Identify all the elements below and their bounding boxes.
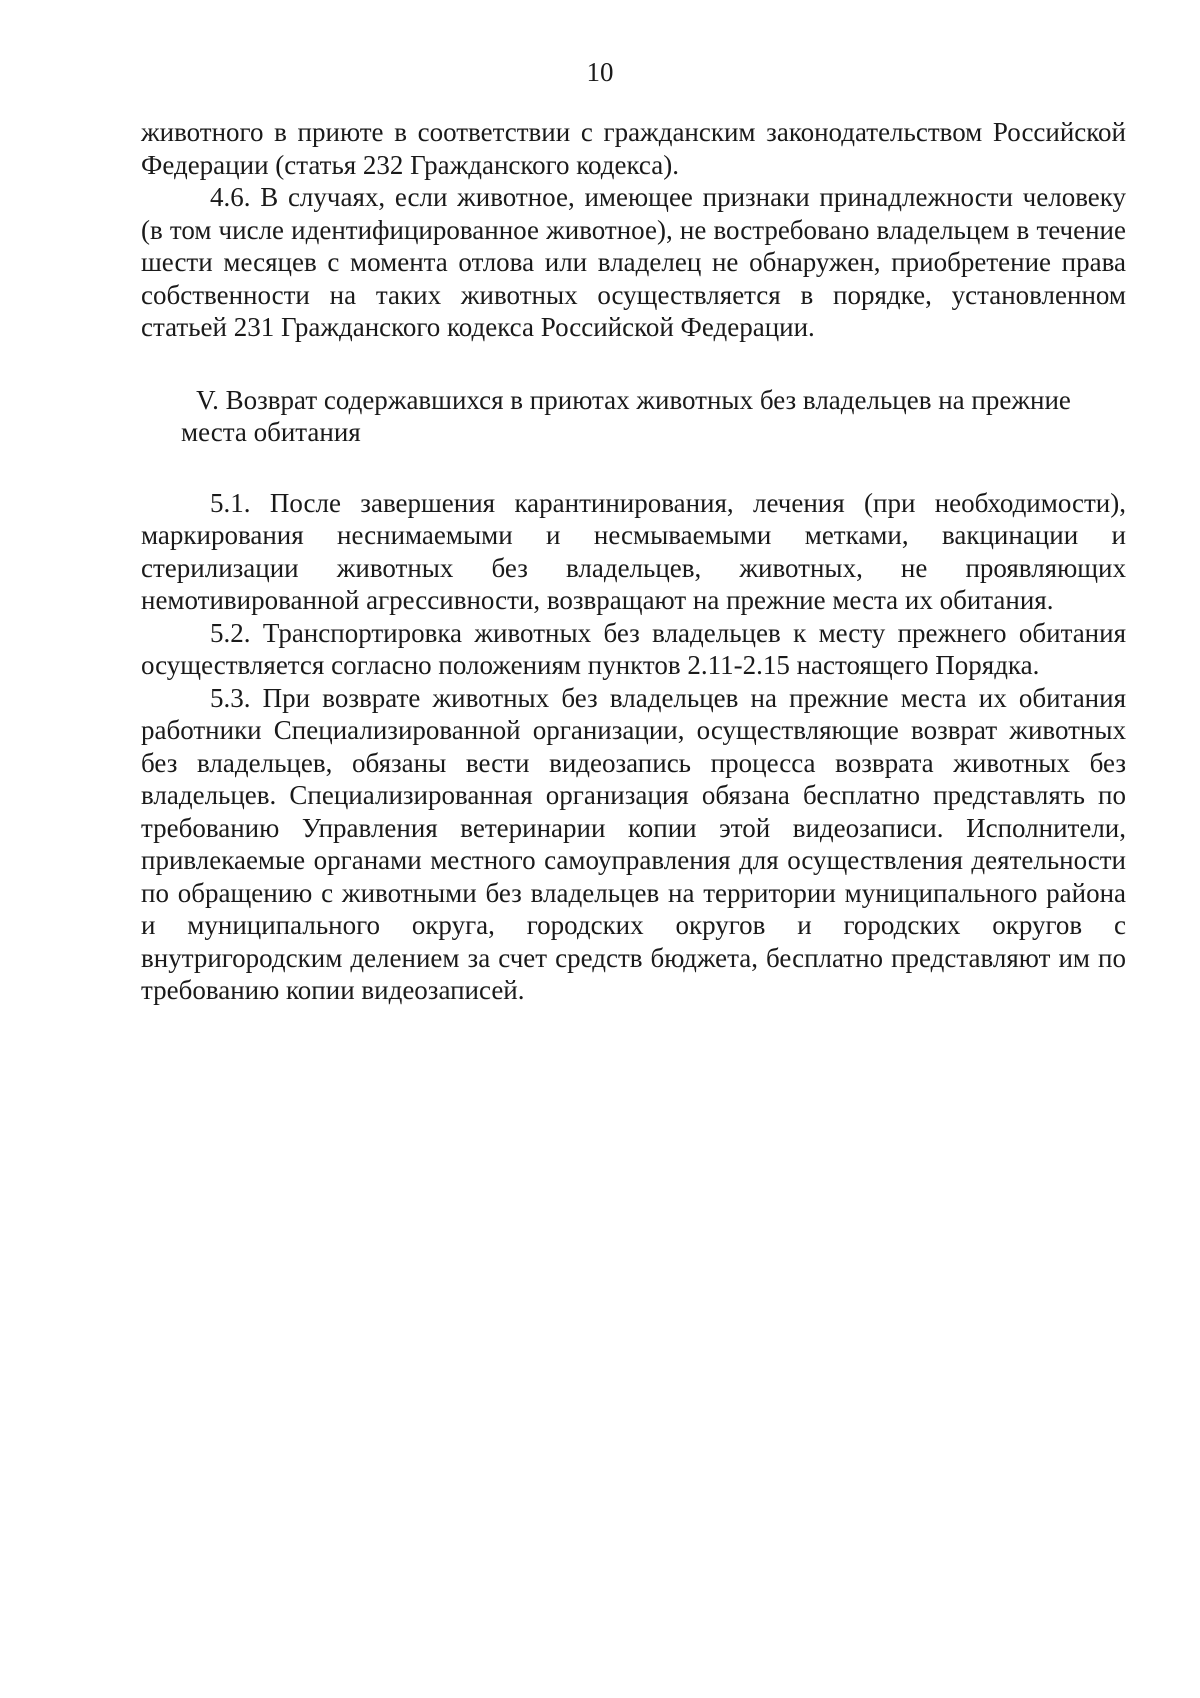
page-number: 10 (586, 57, 614, 87)
paragraph-5-2: 5.2. Транспортировка животных без владельцев к месту прежнего обитания осуществляется согласно положениям пунктов 2.11-2.15 настоящего Порядка. (141, 617, 1126, 680)
section-heading: V. Возврат содержавшихся в приютах животных без владельцев на прежние места обитания (181, 384, 1071, 447)
paragraph-continuation: животного в приюте в соответствии с гражданским законодательством Российской Федерации (статья 232 Гражданского кодекса). (141, 117, 1126, 180)
paragraph-5-1: 5.1. После завершения карантинирования, лечения (при необходимости), маркирования неснимаемыми и несмываемыми метками, вакцинации и стерилизации животных без владельцев, животных, не проявляющих немотивированной агрессивности, возвращают на прежние места их обитания. (141, 487, 1126, 615)
paragraph-5-3: 5.3. При возврате животных без владельцев на прежние места их обитания работники Специализированной организации, осуществляющие возврат животных без владельцев, обязаны вести видеозапись процесса возврата животных без владельцев. Специализированная организация обязана бесплатно представлять по требованию Управления ветеринарии копии этой видеозаписи. Исполнители, привлекаемые органами местного самоуправления для осуществления деятельности по обращению с животными без владельцев на территории муниципального района и муниципального округа, городских округов и городских округов с внутригородским делением за счет средств бюджета, бесплатно представляют им по требованию копии видеозаписей. (141, 682, 1126, 1005)
document-body (141, 116, 1126, 1007)
paragraph-4-6: 4.6. В случаях, если животное, имеющее признаки принадлежности человеку (в том числе идентифицированное животное), не востребовано владельцем в течение шести месяцев с момента отлова или владелец не обнаружен, приобретение права собственности на таких животных осуществляется в порядке, установленном статьей 231 Гражданского кодекса Российской Федерации. (141, 182, 1126, 342)
